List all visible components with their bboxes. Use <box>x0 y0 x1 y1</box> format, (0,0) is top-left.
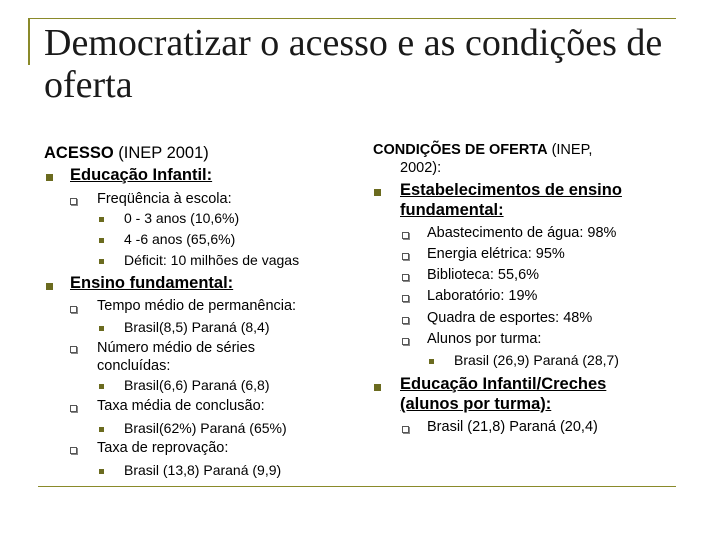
educacao-infantil-heading <box>70 166 212 185</box>
bullet-square-small-icon <box>99 259 104 264</box>
bullet-hollow-square-icon <box>70 447 77 454</box>
bullet-hollow-square-icon <box>402 295 409 302</box>
educacao-infantil-label: Educação Infantil: <box>70 166 213 184</box>
creches-item: Brasil (21,8) Paraná (20,4) <box>427 419 598 435</box>
tempo-medio-item: Brasil(8,5) Paraná (8,4) <box>124 319 270 335</box>
estab-item-5: Quadra de esportes: 48% <box>427 310 593 326</box>
frame-left-rule <box>28 18 30 65</box>
estab-item-1: Abastecimento de água: 98% <box>427 225 617 241</box>
frame-top-rule <box>28 18 676 19</box>
bullet-hollow-square-icon <box>402 426 409 433</box>
bullet-hollow-square-icon <box>402 232 409 239</box>
freq-item-3: Déficit: 10 milhões de vagas <box>124 252 300 268</box>
estab-item-3: Biblioteca: 55,6% <box>427 267 540 283</box>
frequencia-label: Freqüência à escola: <box>97 191 232 207</box>
freq-item-2: 4 -6 anos (65,6%) <box>124 231 236 247</box>
bullet-square-icon <box>374 384 381 391</box>
bullet-hollow-square-icon <box>70 405 77 412</box>
estabelecimentos-label-1: Estabelecimentos de ensino <box>400 181 622 199</box>
freq-item-1: 0 - 3 anos (10,6%) <box>124 210 240 226</box>
estabelecimentos-label-2: fundamental: <box>400 201 504 219</box>
ensino-fundamental-heading <box>70 274 233 293</box>
slide-title: Democratizar o acesso e as condições de oferta <box>44 22 663 106</box>
taxa-conclusao-item: Brasil(62%) Paraná (65%) <box>124 420 287 436</box>
condicoes-heading <box>373 142 592 158</box>
estabelecimentos-heading-line2 <box>400 201 504 220</box>
bullet-square-icon <box>374 189 381 196</box>
bullet-square-icon <box>46 174 53 181</box>
condicoes-heading-bold: CONDIÇÕES DE OFERTA <box>373 142 548 158</box>
educacao-creches-heading-line1 <box>400 375 606 394</box>
bullet-hollow-square-icon <box>402 338 409 345</box>
bullet-square-small-icon <box>99 384 104 389</box>
bullet-hollow-square-icon <box>70 198 77 205</box>
educacao-creches-heading-line2 <box>400 395 551 414</box>
bullet-hollow-square-icon <box>402 317 409 324</box>
estabelecimentos-heading-line1 <box>400 181 622 200</box>
bullet-square-icon <box>46 283 53 290</box>
taxa-reprovacao-item: Brasil (13,8) Paraná (9,9) <box>124 462 282 478</box>
acesso-heading <box>44 144 209 163</box>
bullet-hollow-square-icon <box>402 274 409 281</box>
taxa-reprovacao-label: Taxa de reprovação: <box>97 440 229 456</box>
frame-bottom-rule <box>38 486 676 487</box>
condicoes-heading-source: (INEP, <box>547 142 593 158</box>
acesso-heading-bold: ACESSO <box>44 144 114 162</box>
tempo-medio-label: Tempo médio de permanência: <box>97 298 297 314</box>
bullet-square-small-icon <box>99 427 104 432</box>
ensino-fundamental-label: Ensino fundamental: <box>70 274 234 292</box>
bullet-square-small-icon <box>99 217 104 222</box>
taxa-conclusao-label: Taxa média de conclusão: <box>97 398 265 414</box>
bullet-hollow-square-icon <box>70 306 77 313</box>
condicoes-heading-line2: 2002): <box>400 160 442 176</box>
estab-item-6: Alunos por turma: <box>427 331 542 347</box>
bullet-square-small-icon <box>99 469 104 474</box>
numero-medio-label-line2: concluídas: <box>97 358 171 374</box>
bullet-square-small-icon <box>99 238 104 243</box>
bullet-square-small-icon <box>99 326 104 331</box>
acesso-heading-source: (INEP 2001) <box>113 144 209 162</box>
bullet-square-small-icon <box>429 359 434 364</box>
estab-item-4: Laboratório: 19% <box>427 288 538 304</box>
numero-medio-item: Brasil(6,6) Paraná (6,8) <box>124 377 270 393</box>
numero-medio-label-line1: Número médio de séries <box>97 340 255 356</box>
estab-item-2: Energia elétrica: 95% <box>427 246 565 262</box>
educacao-creches-label-1: Educação Infantil/Creches <box>400 375 607 393</box>
alunos-por-turma-item: Brasil (26,9) Paraná (28,7) <box>454 352 619 368</box>
bullet-hollow-square-icon <box>70 346 77 353</box>
educacao-creches-label-2: (alunos por turma): <box>400 395 552 413</box>
bullet-hollow-square-icon <box>402 253 409 260</box>
